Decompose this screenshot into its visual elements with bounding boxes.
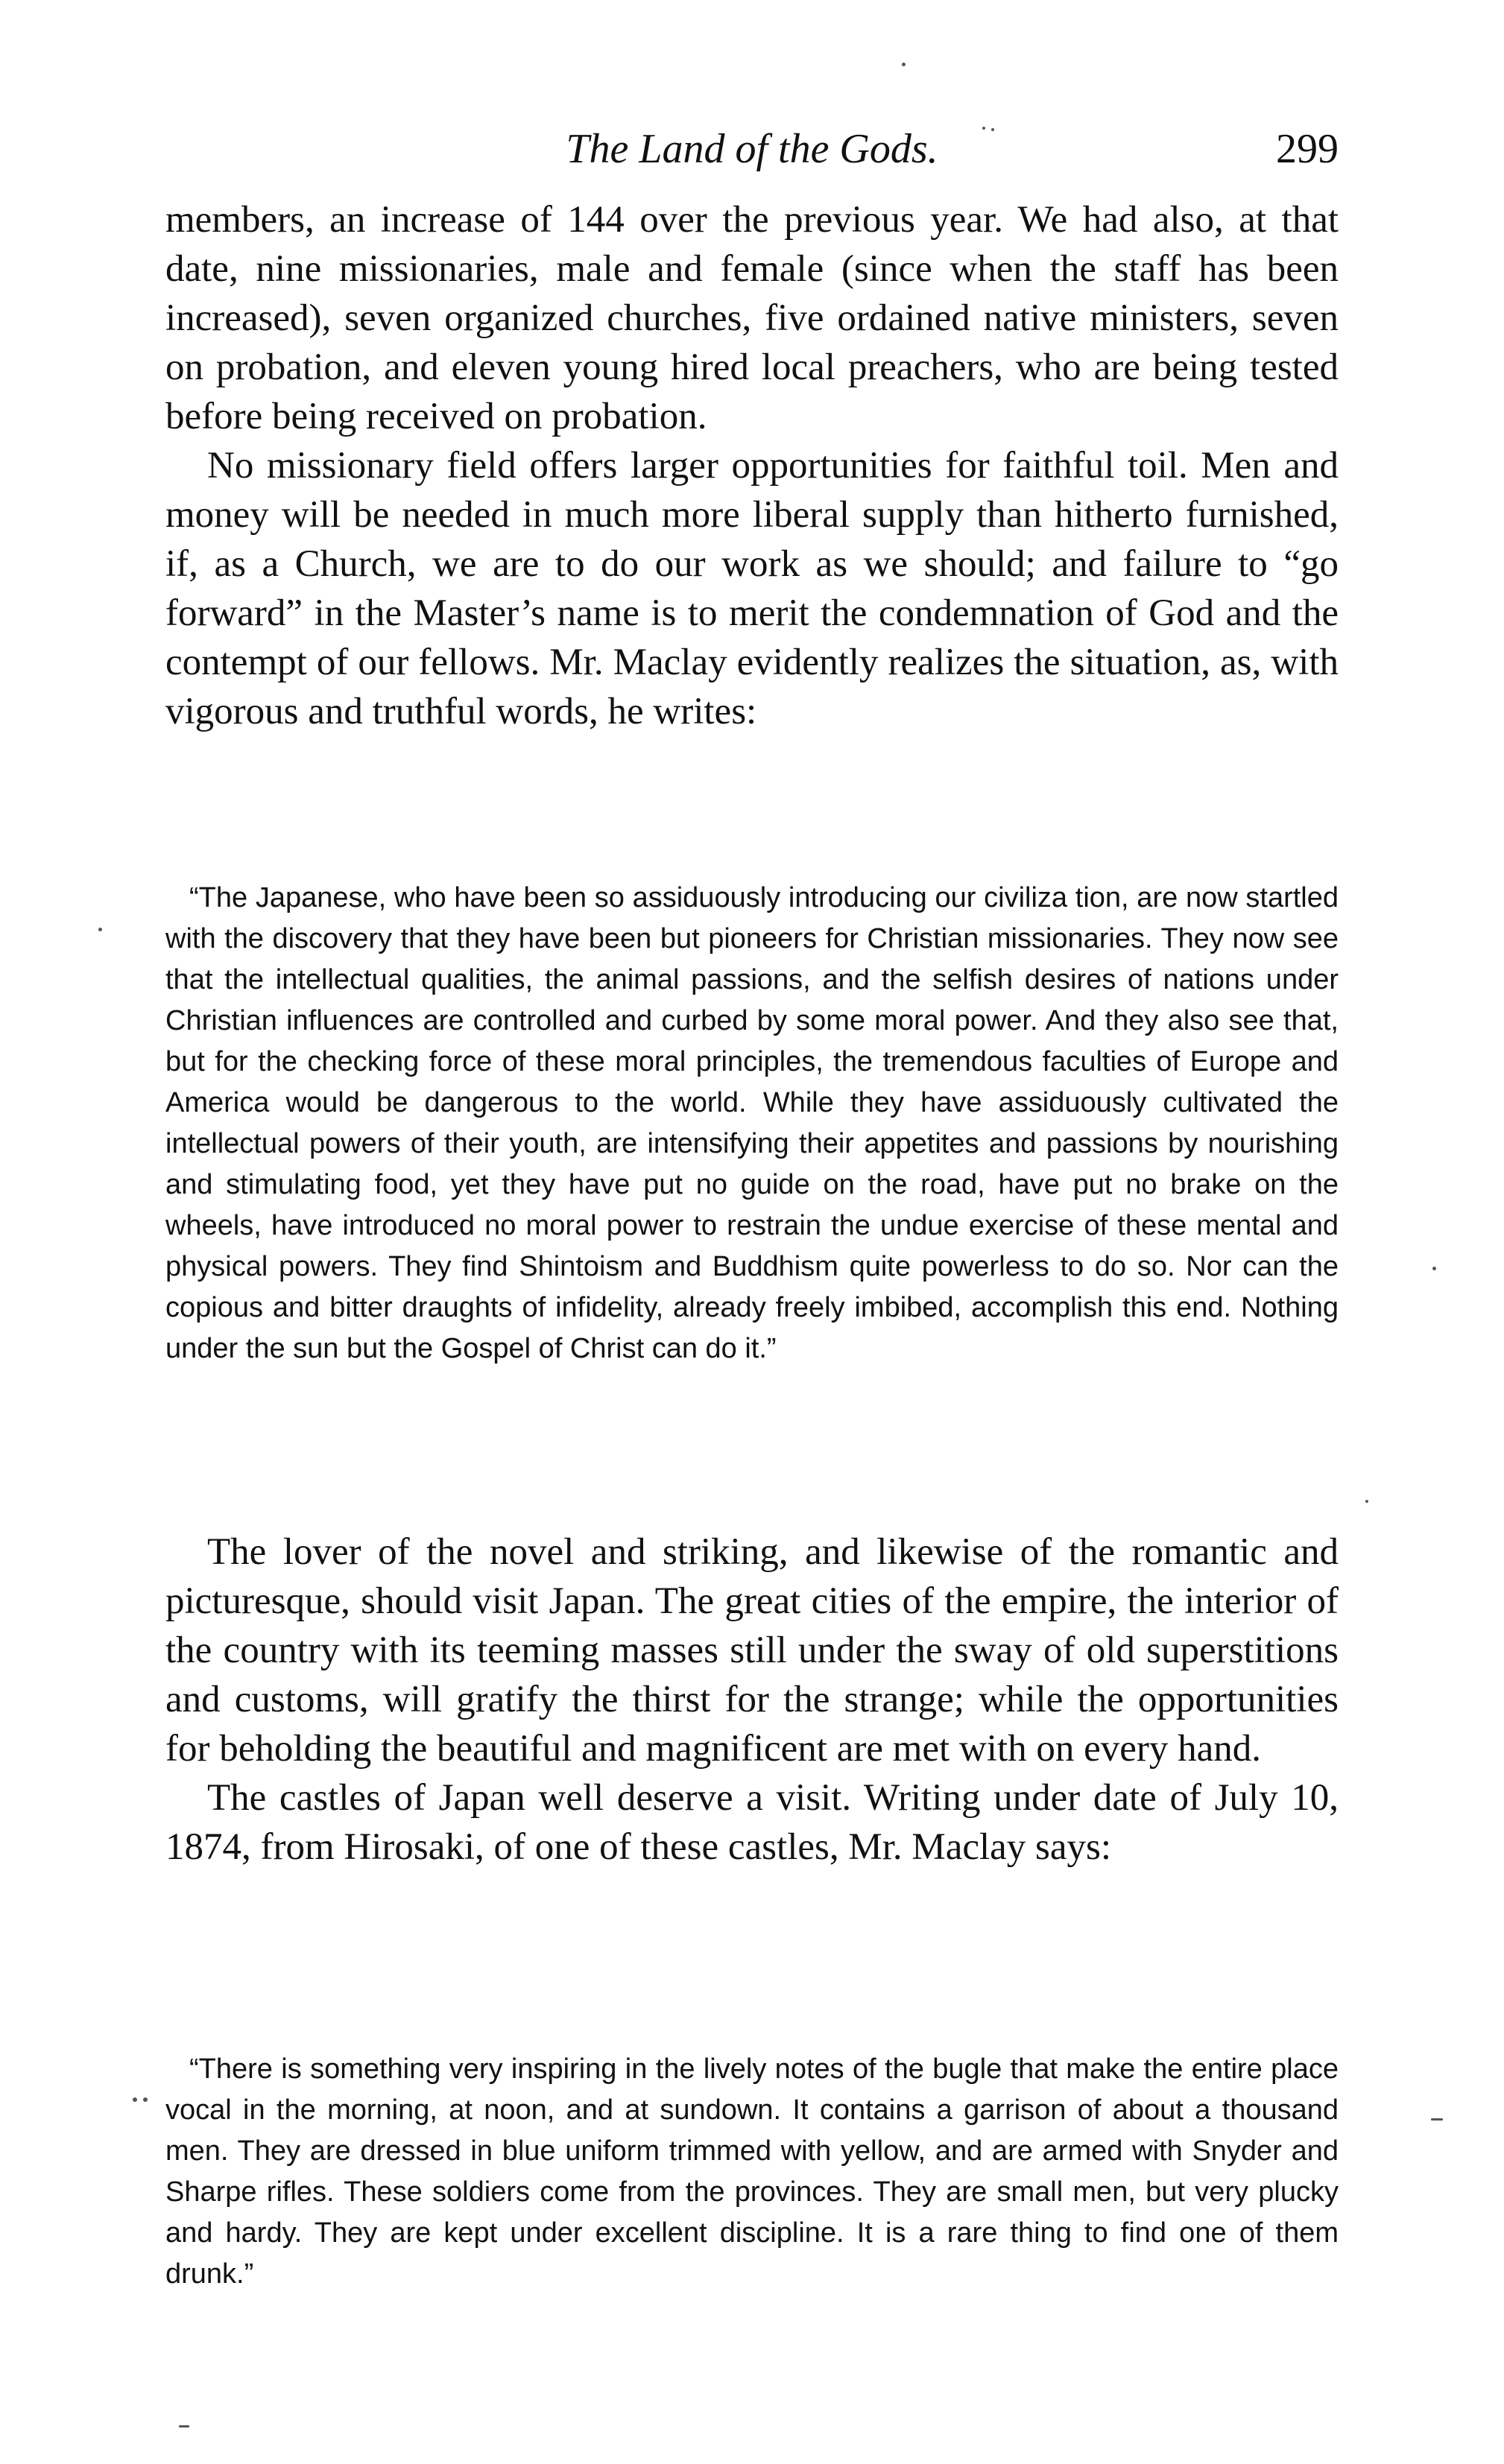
scan-speck [902,63,906,66]
scan-speck [1365,1500,1368,1503]
running-title: The Land of the Gods. [566,126,938,172]
quote-paragraph-1: “The Japanese, who have been so assiduously introducing our civiliza tion, are now startled with the discovery that they have been but pioneers for Christian missionaries. They now see that the intellectual qualities, the animal passions, and the selfish desires of nations under Christian influences are controlled and curbed by some moral power. And they also see that, but for the checking force of these moral principles, the tremendous faculties of Europe and America would be dangerous to the world. While they have assiduously cultivated the intellectual powers of their youth, are intensifying their appetites and passions by nourishing and stimulating food, yet they have put no guide on the road, have put no brake on the wheels, have introduced no moral power to restrain the undue exercise of these mental and physical powers. They find Shintoism and Buddhism quite powerless to do so. Nor can the copious and bitter draughts of infidelity, already freely imbibed, accomplish this end. Nothing under the sun but the Gospel of Christ can do it.” [165,882,1339,1364]
paragraph-castles: The castles of Japan well deserve a visit. Writing under date of July 10, 1874, from Hirosaki, of one of these castles, Mr. Maclay says: [165,1777,1339,1868]
paragraph-lover-of-novel: The lover of the novel and striking, and likewise of the romantic and picturesque, should visit Japan. The great cities of the empire, the interior of the country with its teeming masses still under the sway of old superstitions and customs, will gratify the thirst for the strange; while the opportunities for beholding the beautiful and magnificent are met with on every hand. [165,1531,1339,1770]
block-quote-castle [165,2049,1339,2295]
scan-speck [1431,2118,1443,2121]
body-block-1 [165,195,1339,736]
scan-speck [1432,1267,1436,1270]
block-quote-japanese [165,878,1339,1369]
scan-speck [179,2425,189,2427]
body-block-2 [165,1527,1339,1872]
scan-speck [982,127,985,130]
running-head [165,119,1339,179]
paragraph-missionary-field: No missionary field offers larger opportunities for faithful toil. Men and money will be needed in much more liberal supply than hitherto furnished, if, as a Church, we are to do our work as we should; and failure to “go forward” in the Master’s name is to merit the condemnation of God and the contempt of our fellows. Mr. Maclay evidently realizes the situation, as, with vigorous and truthful words, he writes: [165,445,1339,732]
quote-paragraph-2: “There is something very inspiring in the lively notes of the bugle that make the entire place vocal in the morning, at noon, and at sundown. It contains a garrison of about a thousand men. They are dressed in blue uniform trimmed with yellow, and are armed with Snyder and Sharpe rifles. These soldiers come from the provinces. They are small men, but very plucky and hardy. They are kept under excellent discipline. It is a rare thing to find one of them drunk.” [165,2053,1339,2290]
scan-speck [133,2097,137,2102]
paragraph-continued: members, an increase of 144 over the previous year. We had also, at that date, nine missionaries, male and female (since when the staff has been increased), seven organized churches, five ordained native ministers, seven on probation, and eleven young hired local preachers, who are being tested before being received on probation. [165,199,1339,437]
scan-speck [98,928,102,931]
scan-speck [991,128,994,131]
page-number: 299 [1276,126,1339,172]
scan-speck [143,2097,148,2102]
